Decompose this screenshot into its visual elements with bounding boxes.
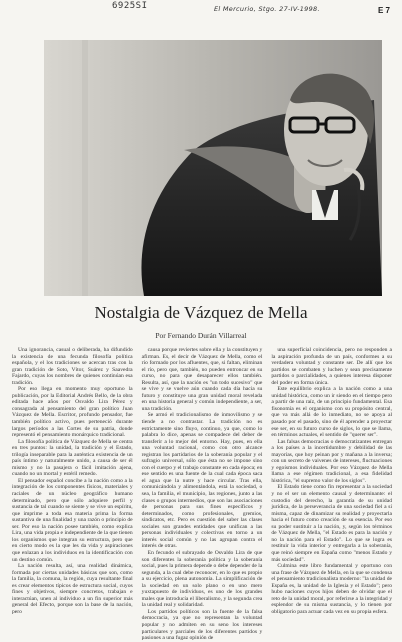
paragraph: Se armó el tradicionalismo de inmovilismo y se tiende a no contrastar. La tradición no es estrictamente sino fluyo, continuo, ya que, como lo palabra lo dice, apenas se compadece del deber de transferir a lo mejor del entorno. Hay, pues, en ella una voluntad racional, como con otro alcance registran los partidarios de la soberanía popular y el sufragio universal, sólo que ésta no se impone sino con el cuerpo y el trabajo constante en cada época; en ese sentido es una fuente de la cual cada época saca el agua que la nutre y hace circular. Tras ella, comunicándola y alimentándola, está la sociedad, o sea, la familia, el municipio, las regiones, junto a las clases o grupos intermedios, que son las asociaciones de personas para sus fines específicos y determinados, como profesionales, gremios, sindicatos, etc. Pero es cuestión del saber las clases sociales son grandes entidades que unifican a las personas individuales y colectivas en torno a un interés social común y no las agrupan contra el interés de otras. <box>141 412 263 550</box>
paragraph: En fecundo el subrayado de Osvaldo Lira de que son diferentes la soberanía política y la soberanía social, pues la primera depende o debe depender de la segunda, a la cual debe reconocer, en lo que es propio a su ejercicio, plena autonomía. La simplificación de la sociedad en un solo plano o en uno mero yuxtapuesto de individuos, es uno de los grandes males que introducía el liberalismo, y la segunda crea la unidad real y solidaridad. <box>141 549 263 609</box>
portrait-photo <box>44 40 382 296</box>
handwritten-source-date: El Mercurio, Stgo. 27-IV-1998. <box>214 5 320 13</box>
paragraph: Culmina este libro fundamental y oportuno con una frase de Vázquez de Mella, en la que se condensa el pensamiento tradicionalista moderno: "la unidad de España es, la unidad de la Iglesia y el Estado"; pero hubo naciones cuyos hijos deben de olvidar que el reto de la unidad moral, por referirse a la integridad y esplendor de su misma sustancia, y lo tienen por obligatorio para actuar cada vez en su propia esfera. <box>271 563 393 615</box>
paragraph: La filosofía política de Vázquez de Mella se centra en tres puntos: la unidad, la tradición y el Estado, trilogía inseparable para la auténtica existencia de un país íntimo y naturalmente unido, a causa de ser él mismo y no la pasajera o fácil imitación ajena, cuando no un mortal y estéril remedo. <box>12 438 133 478</box>
page-number: E 7 <box>377 6 390 15</box>
paragraph: Este equilibrio explica a la nación como a una unidad histórica, como un ir siendo en el tiempo pero a partir de una raíz, de un principio fundamental. Esa fisonomía es el organismo con su propósito central, que va más allá de lo inmediato, no se apoya al pasado por el pasado, sino de él aprender a proyectar ese ser, en su futuro curso de siglos, lo que se llama, en términos actuales, el sentido de "querer ser". <box>271 386 393 439</box>
archive-code: 6925SI <box>112 1 148 11</box>
article-byline: Por Fernando Durán Villarreal <box>155 331 247 340</box>
paragraph: una superficial coincidencia, pero no responden a la aspiración profunda de un país, conformes a su verdadera voluntad y constante ser. De allí que los partidos se combaten y luchen y sean precisamente partidos o parcialidades, a quienes interesa disponer del poder en forma única. <box>271 347 393 386</box>
article-column-3 <box>271 347 393 615</box>
paragraph: Las falsas democracias o democratizantes entregan a los países a la incertidumbre y debilidad de las mayorías, que hoy peinan por y mañana a la inversa; con un secreto de vaivenes de intereses, fluctuaciones y egoísmos individuales. Por eso Vázquez de Mella llama a ese régimen tradicional, a esa fidelidad histórica, "el supremo valor de los siglos". <box>271 438 393 484</box>
paragraph: Por eso llega en momento muy oportuno la publicación, por la Editorial Andrés Bello, de la obra editada hace años por Osvaldo Lira Pérez y consagrada al pensamiento del gran político Juan Vázquez de Mella. Escritor, profundo pensador, fue también político activo, pues perteneció durante largos períodos a las Cortes de su patria, donde representó el pensamiento monárquico tradicional. <box>12 386 133 439</box>
handwritten-header <box>0 0 402 24</box>
paragraph: La nación resulta, así, una realidad dinámica, formada por ciertas unidades básicas que son, como la familia, la comuna, la región, cuya resultante final es crear elementos típicos de estructura social, cuyos fines y objetivos, siempre concretos, trabajan e interactúan, unen al individuo a un fin superior más general del Efecto, porque son la base de la nación, pero <box>12 563 133 615</box>
article-column-2 <box>141 347 263 642</box>
article-column-1 <box>12 347 133 615</box>
article-title: Nostalgia de Vázquez de Mella <box>94 303 308 322</box>
paragraph: El Estado tiene como fin representar a la sociedad y no el ser un elemento causal y determinante: el custodio del derecho, la garantía de su unidad jurídica, de la perseverancia de una sociedad fiel a sí misma, capaz de dinamizar su realidad y proyectarla hacia el futuro como creación de su esencia. Por eso su poder sustituir a la nación, y, según los términos de Vázquez de Mella, "el Estado es para la nación y no la nación para el Estado". Lo que se logra es restituir la vida interior y entregarla a la soberanía, que reinó siempre en España como "menos Estado y más sociedad". <box>271 484 393 563</box>
article-body <box>12 347 393 642</box>
paragraph: El pensador español concibe a la nación como a la integración de los componentes físicos, materiales y raciales de un núcleo geográfico humano determinado, pero que sólo adquiere perfil y sustancia de tal cuando se siente y se vive un espíritu, que imprime a toda esa materia prima la forma sustantiva de una finalidad y una razón o principio de ser. Por eso la nación posee también, como explica Lira, una vida propia e independiente de la que tienen los organismos que integran su estructura, pero que en cierto modo es la que les da vida y aspiraciones que enlazan a los individuos en la identificación con un destino común. <box>12 477 133 563</box>
paragraph: Una ignorancia, casual o deliberada, ha difundido la existencia de una fecunda filosofía política española, y el los tradiciones se acercan tras con la gran tradición de Soto, Vítor, Suárez y Saavedra Fajardo, cuyas los nombres de quienes continúan esa tradición. <box>12 347 133 386</box>
paragraph: Los partidos políticos son la fuente de la falsa democracia, ya que no representan la voluntad popular y no admiten en su seno los intereses particulares y parciales de los diferentes partidos y pasiones a una fugaz opinión de <box>141 608 263 642</box>
paragraph: causa porque reviertes sobre ella y la constituyen y afirman. Es, el decir de Vázquez de Mella, como el río formado por los afluentes, que, si faltan, eliminan el río, pero que, también, no pueden entroncar en su curso, no para que desaparecer ellos también. Resulta, así, que la nación es "un todo sucesivo" que se vive y se vuelve aún cuando cada día hacia su futuro y constituye una gran unidad moral revelada en una historia general y común independiente, a ser, una tradición. <box>141 347 263 412</box>
